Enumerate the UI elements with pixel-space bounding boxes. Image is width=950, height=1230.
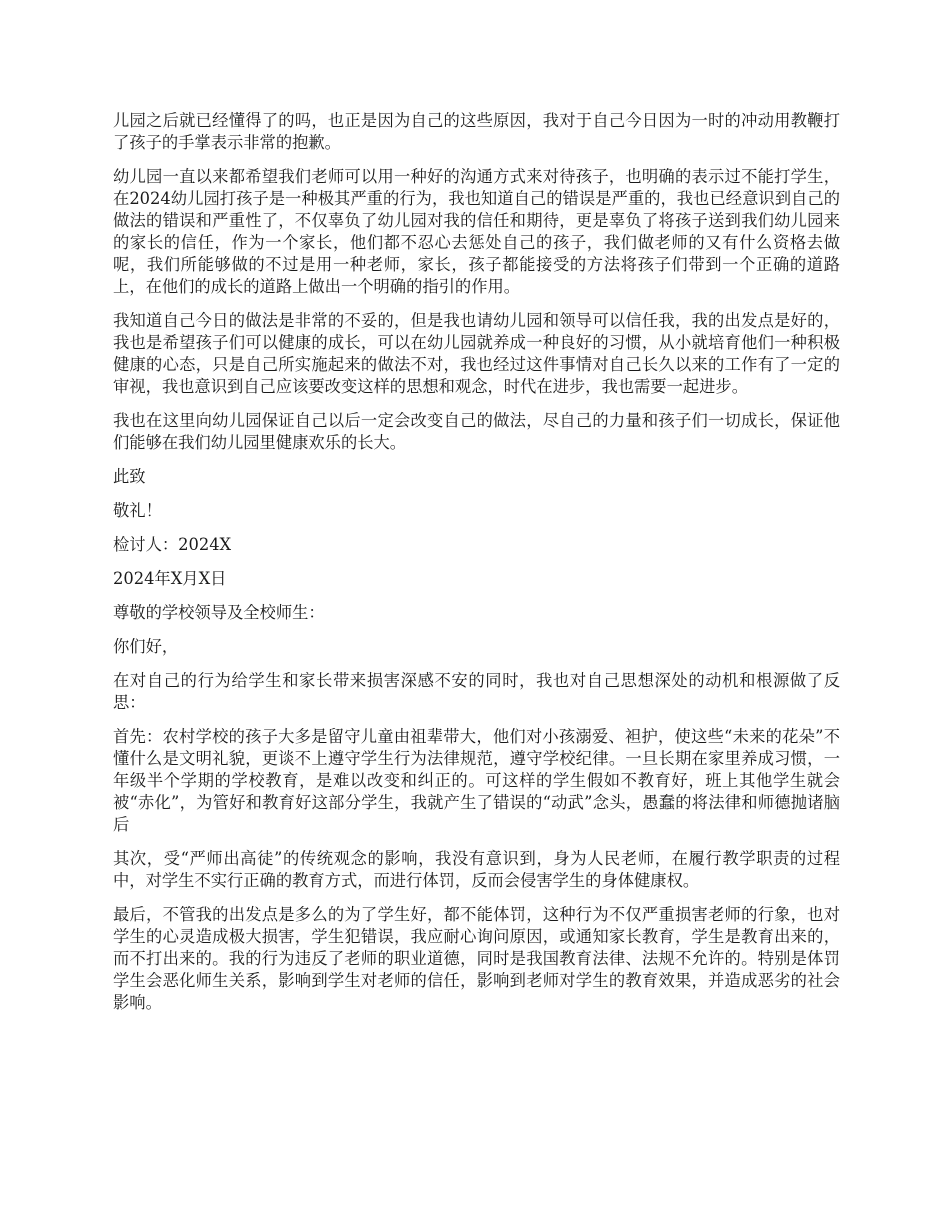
- paragraph: 在对自己的行为给学生和家长带来损害深感不安的同时，我也对自己思想深处的动机和根源做了反思：: [113, 671, 840, 712]
- paragraph: 其次，受“严师出高徒”的传统观念的影响，我没有意识到，身为人民老师，在履行教学职责的过程中，对学生不实行正确的教育方式，而进行体罚，反而会侵害学生的身体健康权。: [113, 849, 840, 890]
- paragraph: 最后，不管我的出发点是多么的为了学生好，都不能体罚，这种行为不仅严重损害老师的行象，也对学生的心灵造成极大损害，学生犯错误，我应耐心询问原因，或通知家长教育，学生是教育出来的，而不打出来的。我的行为违反了老师的职业道德，同时是我国教育法律、法规不允许的。特别是体罚学生会恶化师生关系，影响到学生对老师的信任，影响到老师对学生的教育效果，并造成恶劣的社会影响。: [113, 905, 840, 1012]
- date-line: 2024年X月X日: [113, 569, 227, 588]
- paragraph: 首先：农村学校的孩子大多是留守儿童由祖辈带大，他们对小孩溺爱、袒护，使这些“未来的花朵”不懂什么是文明礼貌，更谈不上遵守学生行为法律规范，遵守学校纪律。一旦长期在家里养成习惯，一年级半个学期的学校教育，是难以改变和纠正的。可这样的学生假如不教育好，班上其他学生就会被“赤化”，为管好和教育好这部分学生，我就产生了错误的“动武”念头，愚蠢的将法律和师德抛诸脑后: [113, 727, 840, 834]
- signature-line: 检讨人：2024X: [113, 535, 232, 554]
- greeting-line: 尊敬的学校领导及全校师生：: [113, 603, 325, 622]
- greeting-line: 你们好，: [113, 637, 179, 656]
- paragraph: 儿园之后就已经懂得了的吗，也正是因为自己的这些原因，我对于自己今日因为一时的冲动用教鞭打了孩子的手掌表示非常的抱歉。: [113, 111, 840, 152]
- paragraph: 我知道自己今日的做法是非常的不妥的，但是我也请幼儿园和领导可以信任我，我的出发点是好的，我也是希望孩子们可以健康的成长，可以在幼儿园就养成一种良好的习惯，从小就培育他们一种积极健康的心态，只是自己所实施起来的做法不对，我也经过这件事情对自己长久以来的工作有了一定的审视，我也意识到自己应该要改变这样的思想和观念，时代在进步，我也需要一起进步。: [113, 311, 840, 396]
- salutation-line: 此致: [113, 467, 146, 486]
- paragraph: 我也在这里向幼儿园保证自己以后一定会改变自己的做法，尽自己的力量和孩子们一切成长，保证他们能够在我们幼儿园里健康欢乐的长大。: [113, 411, 840, 452]
- paragraph: 幼儿园一直以来都希望我们老师可以用一种好的沟通方式来对待孩子，也明确的表示过不能打学生，在2024幼儿园打孩子是一种极其严重的行为，我也知道自己的错误是严重的，我也已经意识到自己的做法的错误和严重性了，不仅辜负了幼儿园对我的信任和期待，更是辜负了将孩子送到我们幼儿园来的家长的信任，作为一个家长，他们都不忍心去惩处自己的孩子，我们做老师的又有什么资格去做呢，我们所能够做的不过是用一种老师，家长，孩子都能接受的方法将孩子们带到一个正确的道路上，在他们的成长的道路上做出一个明确的指引的作用。: [113, 167, 840, 296]
- salutation-line: 敬礼！: [113, 501, 162, 520]
- document-body: [113, 110, 840, 1026]
